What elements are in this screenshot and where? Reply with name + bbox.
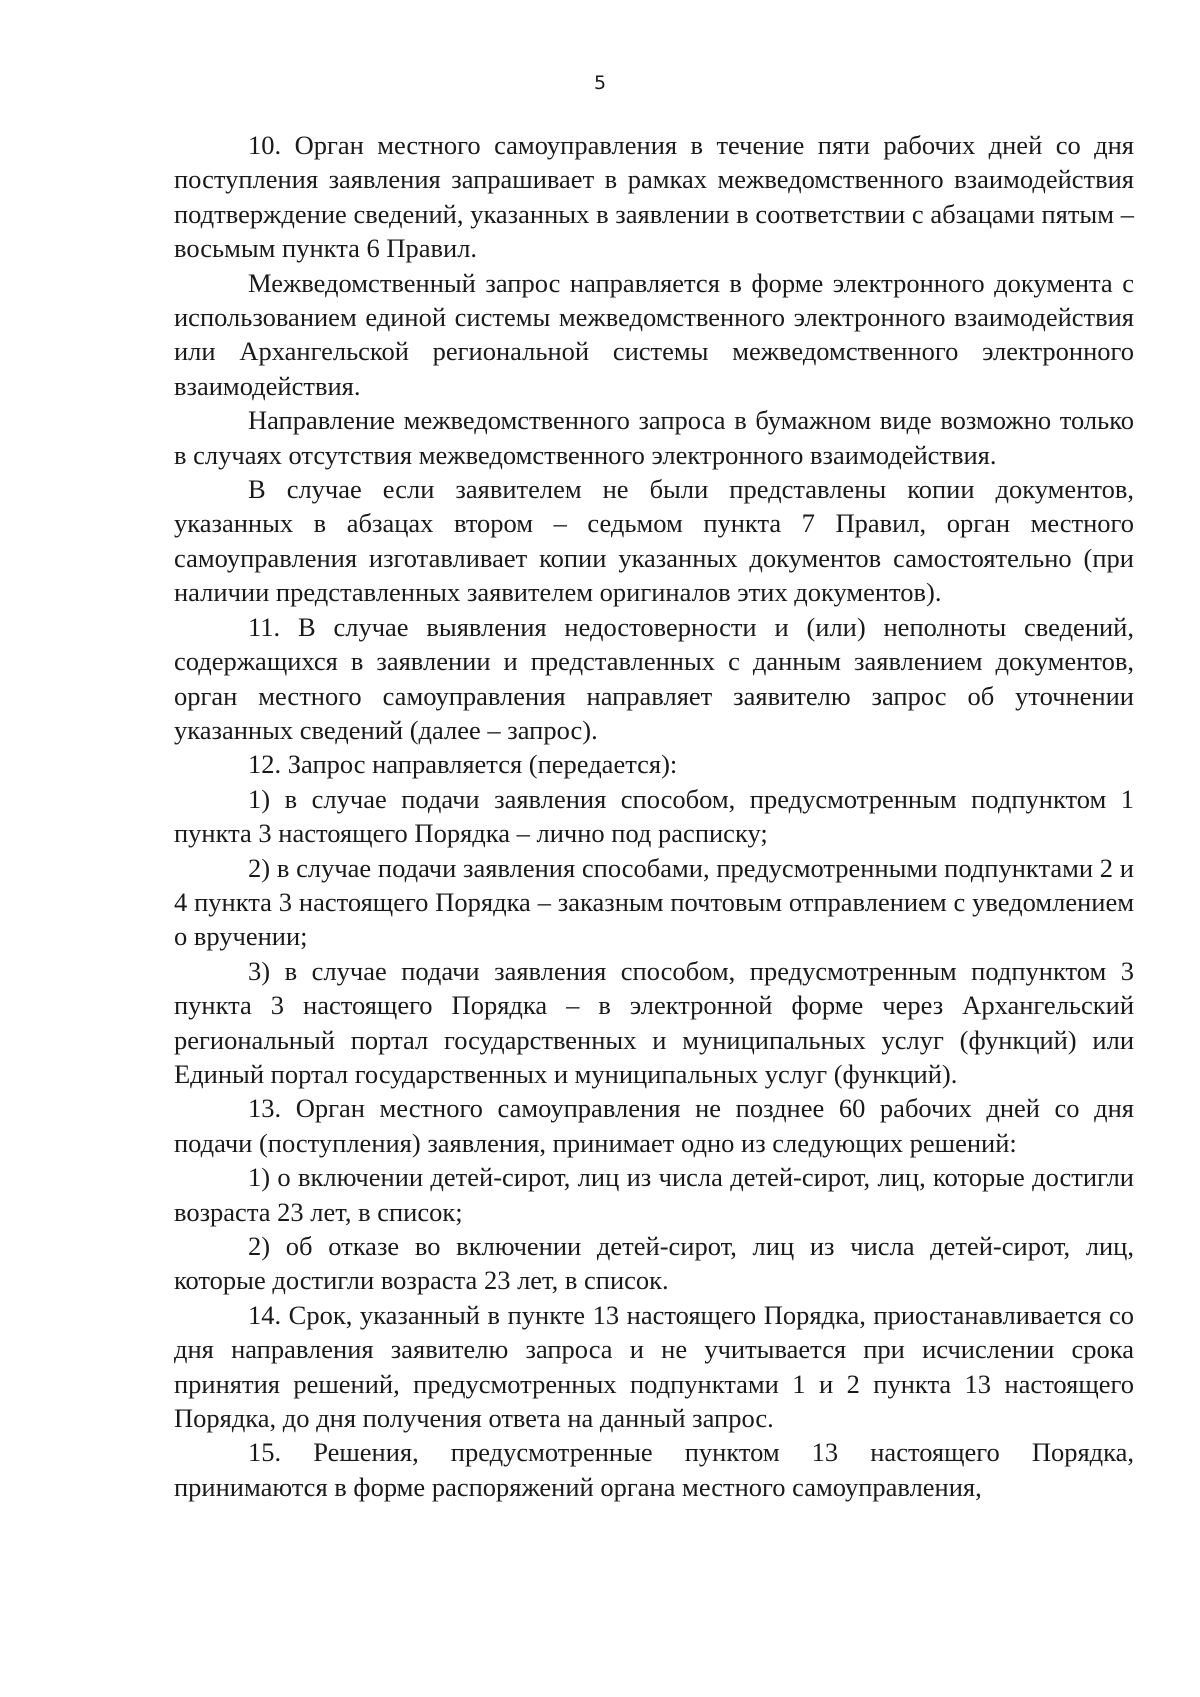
paragraph-11: 11. В случае выявления недостоверности и (или) неполноты сведений, содержащихся в заявлении и представленных с данным заявлением документов, орган местного самоуправления направляет заявителю запрос об уточнении указанных сведений (далее – запрос).	[174, 611, 1134, 745]
page-number: 5	[593, 72, 607, 94]
paragraph-12-item-1: 1) в случае подачи заявления способом, предусмотренным подпунктом 1 пункта 3 настоящего Порядка – лично под расписку;	[174, 783, 1134, 849]
paragraph-10: 10. Орган местного самоуправления в течение пяти рабочих дней со дня поступления заявления запрашивает в рамках межведомственного взаимодействия подтверждение сведений, указанных в заявлении в соответствии с абзацами пятым – восьмым пункта 6 Правил.	[174, 130, 1134, 264]
paragraph-10-interagency-request: Межведомственный запрос направляется в форме электронного документа с использованием единой системы межведомственного электронного взаимодействия или Архангельской региональной системы межведомственного электронного взаимодействия.	[174, 267, 1134, 401]
paragraph-13-item-2: 2) об отказе во включении детей-сирот, лиц из числа детей-сирот, лиц, которые достигли возраста 23 лет, в список.	[174, 1231, 1134, 1296]
paragraph-15: 15. Решения, предусмотренные пунктом 13 настоящего Порядка, принимаются в форме распоряжений органа местного самоуправления,	[174, 1437, 1134, 1502]
paragraph-14: 14. Срок, указанный в пункте 13 настоящего Порядка, приостанавливается со дня направления заявителю запроса и не учитывается при исчислении срока принятия решений, предусмотренных подпунктами 1 и 2 пункта 13 настоящего Порядка, до дня получения ответа на данный запрос.	[174, 1299, 1134, 1434]
paragraph-13-item-1: 1) о включении детей-сирот, лиц из числа детей-сирот, лиц, которые достигли возраста 23 лет, в список;	[174, 1162, 1134, 1227]
paragraph-13: 13. Орган местного самоуправления не позднее 60 рабочих дней со дня подачи (поступления) заявления, принимает одно из следующих решений:	[174, 1093, 1134, 1158]
paragraph-10-paper-request: Направление межведомственного запроса в бумажном виде возможно только в случаях отсутствия межведомственного электронного взаимодействия.	[174, 405, 1134, 470]
paragraph-12-item-3: 3) в случае подачи заявления способом, предусмотренным подпунктом 3 пункта 3 настоящего Порядка – в электронной форме через Архангельский региональный портал государственных и муниципальных услуг (функций) или Единый портал государственных и муниципальных услуг (функций).	[174, 955, 1134, 1089]
paragraph-12: 12. Запрос направляется (передается):	[248, 749, 678, 780]
paragraph-12-item-2: 2) в случае подачи заявления способами, предусмотренными подпунктами 2 и 4 пункта 3 настоящего Порядка – заказным почтовым отправлением с уведомлением о вручении;	[174, 852, 1134, 952]
document-body	[174, 128, 1134, 1504]
paragraph-10-document-copies: В случае если заявителем не были представлены копии документов, указанных в абзацах втором – седьмом пункта 7 Правил, орган местного самоуправления изготавливает копии указанных документов самостоятельно (при наличии представленных заявителем оригиналов этих документов).	[174, 474, 1134, 608]
